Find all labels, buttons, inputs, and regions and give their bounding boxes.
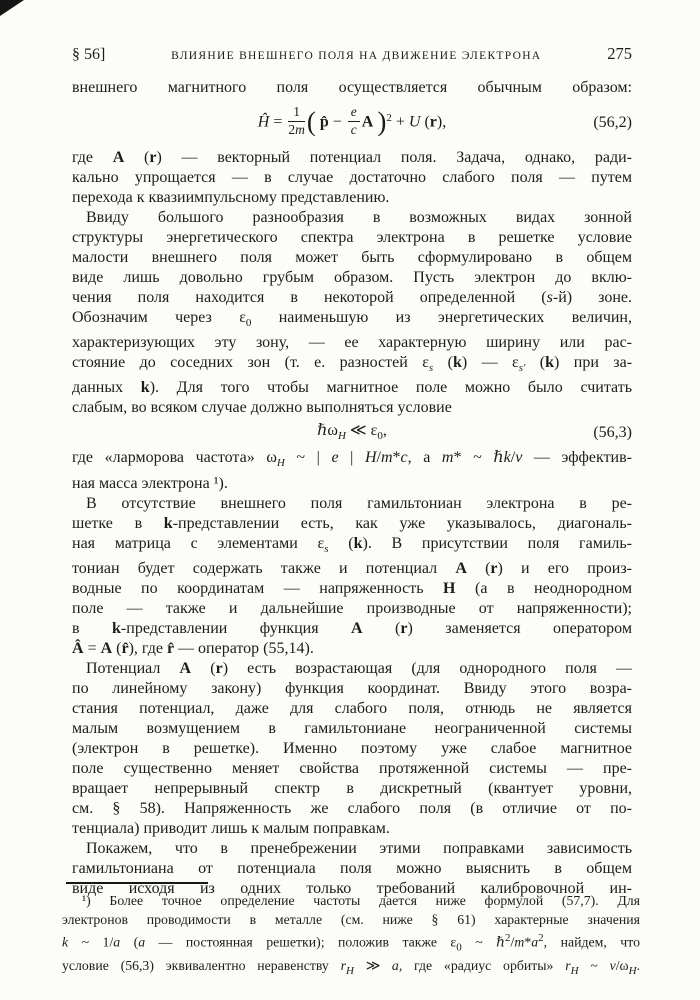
text-line: Â = A (r̂), где r̂ — оператор (55,14). [72,639,314,657]
text-line: кально упрощается — в случае достаточно слабого поля — путем [72,169,632,186]
text-line: Ввиду большого разнообразия в возможных видах зонной [86,209,632,226]
text-line: тенциала) приводит лишь к малым поправкам. [72,819,390,837]
equation: Ĥ = $\frac{1}{2m}$ ( p̂ − $\frac{e}{c}$ A )$^2$ + U (r), [257,104,447,137]
text-line: Покажем, что в пренебрежении этими поправками зависимость [86,839,632,857]
page-body [72,78,632,899]
text-line: Обозначим через $\varepsilon_0$ наименьшую из энергетических величин, [72,309,632,330]
text-line: малым возмущением в гамильтониане неограниченной системы [72,719,632,737]
text-line: ная матрица с элементами $\varepsilon_s$ (k). В присутствии поля гамиль- [72,534,633,555]
text-line: см. § 58). Напряженность же слабого поля (в отличие от по- [72,799,632,817]
text-line: данных k). Для того чтобы магнитное поле можно было считать [72,379,632,397]
equation: ℏω$_H$ ≪ $\varepsilon_0$, [317,421,387,442]
scan-corner-artifact [0,0,24,16]
footnote-line: условие (56,3) эквивалентно неравенству $r_H$ ≫ a, где «радиус орбиты» $r_H$ ~ $v/\omega_H$. [62,958,641,977]
equation-number: (56,2) [593,114,632,131]
text-line: где «ларморова частота» $\omega_H$ ~ | e | H/m*c, а m* ~ ℏk/v — эффектив- [72,449,632,470]
page-header [72,44,632,64]
equation-number: (56,3) [593,424,632,442]
text-line: перехода к квазиимпульсному представлению. [72,189,390,206]
text-line: стояние до соседних зон (т. е. разностей $\varepsilon_s$ (k) — $\varepsilon_{s'}$ (k) при за- [72,354,633,375]
section-number: § 56] [72,46,106,63]
text-line: где A (r) — векторный потенциал поля. Задача, однако, ради- [72,149,633,166]
text-line: внешнего магнитного поля осуществляется обычным образом: [72,79,632,96]
text-line: поле существенно меняет свойства протяженной системы — пре- [72,759,632,777]
equation-row [72,98,632,148]
footnote-line: электронов проводимости в металле (см. ниже § 61) характерные значения [62,911,640,927]
footnote-line: ¹) Более точное определение частоты дается ниже формулой (57,7). Для [82,893,640,908]
text-line: поле — также и дальнейшие производные от напряженности); [72,599,632,617]
text-line: характеризующих эту зону, — ее характерную ширину или рас- [72,334,632,352]
text-line: стания потенциал, даже для слабого поля, отнюдь не является [72,699,632,717]
footnote [62,892,640,980]
text-line: тониан будет содержать также и потенциал A (r) и его произ- [72,559,633,577]
text-line: В отсутствие внешнего поля гамильтониан электрона в ре- [86,494,632,512]
text-line: ная масса электрона ¹). [72,474,228,492]
text-line: по линейному закону) функция координат. Ввиду этого возра- [72,679,632,697]
text-line: виде лишь довольно грубым образом. Пусть электрон до вклю- [72,269,632,286]
text-line: шетке в k-представлении есть, как уже указывалось, диагональ- [72,514,632,532]
text-line: Потенциал A (r) есть возрастающая (для однородного поля — [86,659,633,677]
text-line: чения поля находится в некоторой определенной (s-й) зоне. [72,289,633,306]
page-number: 275 [607,44,632,63]
text-line: в k-представлении функция A (r) заменяется оператором [72,619,633,637]
equation-row [72,418,632,448]
text-line: слабым, во всяком случае должно выполняться условие [72,399,452,417]
text-line: структуры энергетического спектра электрона в решетке условие [72,229,632,246]
text-line: виде исходя из одних только требований калибровочной ин- [72,879,632,897]
footnote-line: k ~ 1/a (a — постоянная решетки); положив также $\varepsilon_0$ ~ $\hbar^2/m*a^2$, найдем, что [62,932,640,954]
text-line: гамильтониана от потенциала поля можно выяснить в общем [72,859,632,877]
footnote-rule [66,882,208,884]
text-line: водные по координатам — напряженность H (а в неоднородном [72,579,633,597]
text-line: вращает непрерывный спектр в дискретный (квантует уровни, [72,779,632,797]
running-title: ВЛИЯНИЕ ВНЕШНЕГО ПОЛЯ НА ДВИЖЕНИЕ ЭЛЕКТРОНА [171,50,542,62]
text-line: (электрон в решетке). Именно поэтому уже слабое магнитное [72,739,632,757]
text-line: малости внешнего поля может быть сформулировано в общем [72,249,632,266]
